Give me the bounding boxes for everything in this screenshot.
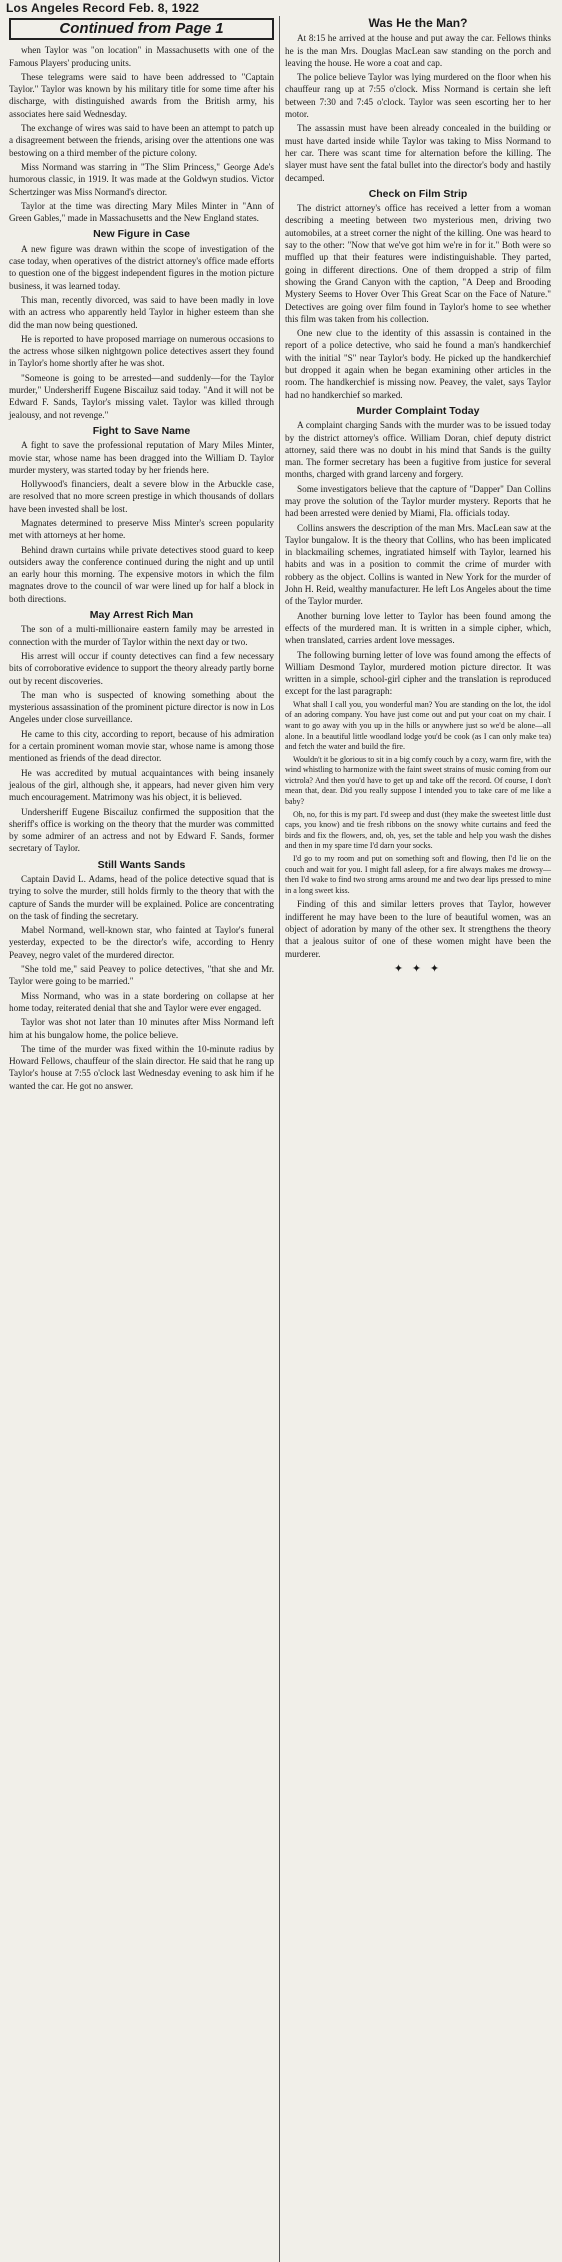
paragraph: The son of a multi-millionaire eastern family may be arrested in connection with the murder of Taylor within the next day or two. bbox=[9, 624, 274, 647]
paragraph: Undersheriff Eugene Biscailuz confirmed the supposition that the sheriff's office is working on the theory that the murder was committed by some admirer of an actress and not by Edward F. Sands, former secretary of Taylor. bbox=[9, 806, 274, 854]
right-column bbox=[280, 16, 556, 2262]
paragraph: Wouldn't it be glorious to sit in a big comfy couch by a cozy, warm fire, with the wind whistling to harmonize with the faint sweet strains of music coming from our victrola? And then you'd have to get up and take off the record. Of course, I don't mean that, dear. Did you really suppose I intended you to take care of me like a baby? bbox=[285, 754, 551, 807]
paragraph: Hollywood's financiers, dealt a severe blow in the Arbuckle case, are resolved that no more screen prestige in which thousands of dollars have been invested shall be lost. bbox=[9, 479, 274, 514]
paragraph: "Someone is going to be arrested—and suddenly—for the Taylor murder," Undersheriff Eugene Biscailuz said today. "And it will not be Edward F. Sands, Taylor's missing valet. Taylor was killed through jealousy, and not revenge." bbox=[9, 372, 274, 420]
paragraph: Behind drawn curtains while private detectives stood guard to keep outsiders away the conference continued during the night and up until an early hour this morning. The expensive motors in which the film magnates drove to the council of war were lined up for half a block in both directions. bbox=[9, 544, 274, 604]
paragraph: He is reported to have proposed marriage on numerous occasions to the actress whose silken nightgown police detectives assert they found in Taylor's home shortly after he was shot. bbox=[9, 333, 274, 369]
right-section-c bbox=[285, 419, 551, 698]
left-column bbox=[4, 16, 280, 2262]
paragraph: What shall I call you, you wonderful man? You are standing on the lot, the idol of an adoring company. You have just come out and put your coat on my chair. I want to go away with you up in the hills or anywhere just so we'd be alone—all alone. In a beautiful little woodland lodge you'd be cook (as I can only make tea) and fetch the water and build the fire. bbox=[285, 699, 551, 752]
paragraph: Some investigators believe that the capture of "Dapper" Dan Collins may prove the solution of the Taylor murder mystery. Reports that he had been arrested were denied by Miami, Fla. officials today. bbox=[285, 483, 551, 519]
paragraph: Oh, no, for this is my part. I'd sweep and dust (they make the sweetest little dust caps, you know) and tie fresh ribbons on the snowy white curtains and feed the birds and fix the flowers, and, oh, yes, set the table and help you wash the dishes and then in my spare time I'd darn your socks. bbox=[285, 809, 551, 851]
left-section-e bbox=[9, 873, 274, 1092]
subhead-fight: Fight to Save Name bbox=[92, 424, 191, 437]
paragraph: when Taylor was "on location" in Massachusetts with one of the Famous Players' producing units. bbox=[9, 45, 274, 68]
paragraph: Mabel Normand, well-known star, who fainted at Taylor's funeral yesterday, expected to be the director's wife, according to Henry Peavey, negro valet of the murdered director. bbox=[9, 925, 274, 960]
subhead-murder-complaint: Murder Complaint Today bbox=[356, 404, 480, 417]
paragraph: At 8:15 he arrived at the house and put away the car. Fellows thinks he is the man Mrs. Douglas MacLean saw standing on the porch and leaving the house. He wore a coat and cap. bbox=[285, 33, 551, 68]
paragraph: "She told me," said Peavey to police detectives, "that she and Mr. Taylor were going to be married." bbox=[9, 964, 274, 987]
paragraph: A new figure was drawn within the scope of investigation of the case today, when operatives of the district attorney's office made efforts to question one of the biggest independent figures in the motion picture business, it was learned today. bbox=[9, 243, 274, 291]
right-section-b bbox=[285, 202, 551, 401]
paragraph: Miss Normand was starring in "The Slim Princess," George Ade's humorous classic, in 1919. It was made at the Goldwyn studios. Victor Schertzinger was Miss Normand's director. bbox=[9, 161, 274, 197]
paragraph: He came to this city, according to report, because of his admiration for a certain prominent woman movie star, whose name is among those mentioned as friends of the dead director. bbox=[9, 728, 274, 764]
subhead-new-figure: New Figure in Case bbox=[93, 228, 190, 241]
left-section-a bbox=[9, 44, 274, 224]
subhead-arrest: May Arrest Rich Man bbox=[89, 609, 194, 622]
paragraph: Taylor at the time was directing Mary Miles Minter in "Ann of Green Gables," made in Massachusetts and the New England states. bbox=[9, 200, 274, 224]
right-section-a bbox=[285, 32, 551, 184]
paragraph: Collins answers the description of the man Mrs. MacLean saw at the Taylor bungalow. It is the theory that Collins, who has been implicated in blackmailing schemes, ingratiated himself with Taylor, learned his habits and was in a position to commit the crime of murder with robbery as the object. Collins is wanted in New York for the murder of John H. Reid, wealthy manufacturer. He left Los Angeles about the time of the Taylor murder. bbox=[285, 522, 551, 607]
paragraph: The assassin must have been already concealed in the building or must have darted inside while Taylor was taking to Miss Normand to her car. There was scant time for alternation before the killing. The slayer must have sent the fatal bullet into the director's body and hastily decamped. bbox=[285, 123, 551, 183]
paragraph: Another burning love letter to Taylor has been found among the effects of the murdered man. It is written in a simple cipher, which, when translated, carries ardent love messages. bbox=[285, 610, 551, 646]
paragraph: This man, recently divorced, was said to have been madly in love with an actress who apparently held Taylor in higher esteem than she did the man now being questioned. bbox=[9, 294, 274, 330]
end-mark: ✦ ✦ ✦ bbox=[393, 962, 443, 975]
paragraph: Taylor was shot not later than 10 minutes after Miss Normand left him at his bungalow home, the police believe. bbox=[9, 1017, 274, 1040]
paragraph: His arrest will occur if county detectives can find a few necessary bits of corroborative evidence to support the theory already partly borne out by recent discoveries. bbox=[9, 650, 274, 686]
article-columns bbox=[4, 16, 558, 2262]
love-letter bbox=[285, 700, 551, 897]
subhead-still-wants-sands: Still Wants Sands bbox=[97, 858, 186, 871]
left-section-d bbox=[9, 623, 274, 854]
paragraph: I'd go to my room and put on something soft and flowing, then I'd lie on the couch and wait for you. I might fall asleep, for a fire always makes me drowsy—then I'd wake to find two strong arms around me and two dear lips pressed to mine in a long sweet kiss. bbox=[285, 854, 551, 895]
paragraph: Miss Normand, who was in a state bordering on collapse at her home today, reiterated denial that she and Taylor were ever engaged. bbox=[9, 990, 274, 1013]
paragraph: The time of the murder was fixed within the 10-minute radius by Howard Fellows, chauffeur of the slain director. He said that he rang up Taylor's house at 7:55 o'clock last Wednesday evening to ask him if he wanted the car. He got no answer. bbox=[9, 1043, 274, 1091]
headline-was-he-the-man: Was He the Man? bbox=[368, 16, 468, 30]
right-section-d bbox=[285, 898, 551, 959]
paragraph: Finding of this and similar letters proves that Taylor, however indifferent he may have been to the lure of beautiful women, was an object of adoration by many of the other sex. It strengthens the theory that a jealous suitor of one of these women might have been the murderer. bbox=[285, 899, 551, 959]
paragraph: The police believe Taylor was lying murdered on the floor when his chauffeur rang up at 7:55 o'clock. Miss Normand is certain she left between 7:30 and 7:45 o'clock. Taylor was seen escorting her to her motor. bbox=[285, 72, 551, 120]
paragraph: Captain David L. Adams, head of the police detective squad that is trying to solve the murder, still holds firmly to the theory that with the capture of Sands the murder will be explained. Police are concentrating on the task of finding the secretary. bbox=[9, 874, 274, 921]
paragraph: He was accredited by mutual acquaintances with being insanely jealous of the girl, although she, it appears, had never given him very much encouragement. Matrimony was his object, it is believed. bbox=[9, 767, 274, 803]
paragraph: A complaint charging Sands with the murder was to be issued today by the district attorney's office. William Doran, chief deputy district attorney, said there was no doubt in his mind that Sands is the guilty man. The former secretary has been a fugitive from justice for several months, charged with grand larceny and forgery. bbox=[285, 420, 551, 480]
paragraph: One new clue to the identity of this assassin is contained in the report of a police detective, who said he found a man's handkerchief with the initial "S" near Taylor's body. He picked up the handkerchief but dropped it again when he began examining other articles in the room. The handkerchief is missing now. Peavey, the valet, says Taylor had no handkerchief so marked. bbox=[285, 328, 551, 400]
paragraph: The following burning letter of love was found among the effects of William Desmond Taylor, murdered motion picture director. It was written in a simple, school-girl cipher and the translation is reproduced except for the last paragraph: bbox=[285, 649, 551, 697]
left-section-c bbox=[9, 439, 274, 605]
paragraph: Magnates determined to preserve Miss Minter's screen popularity met with attorneys at her home. bbox=[9, 517, 274, 541]
continued-label: Continued from Page 1 bbox=[9, 18, 274, 40]
paragraph: The exchange of wires was said to have been an attempt to patch up a disagreement between the friends, arising over the attentions one was bestowing on a third member of the picture colony. bbox=[9, 123, 274, 158]
paragraph: The district attorney's office has received a letter from a woman describing a meeting between two mysterious men, driving two automobiles, at a street corner the night of the killing. One was heard to say to the other: "Now that we've got him we're in for it." Both were so muffled up that their features were indistinguishable. They parted, going in different directions. One of them dropped a strip of film showing the Grand Canyon with the caption, "A Deep and Brooding Mystery Seems to Hover Over This Great Scar on the Face of Nature." Detectives are going over film found in Taylor's home to see whether this film was taken from his collection. bbox=[285, 203, 551, 324]
paragraph: The man who is suspected of knowing something about the mysterious assassination of the prominent picture director is now in Los Angeles under close surveillance. bbox=[9, 689, 274, 725]
left-section-b bbox=[9, 243, 274, 421]
subhead-film-strip: Check on Film Strip bbox=[368, 187, 468, 200]
paragraph: A fight to save the professional reputation of Mary Miles Minter, movie star, whose name has been dragged into the William D. Taylor murder mystery, was started today by her friends here. bbox=[9, 440, 274, 475]
masthead: Los Angeles Record Feb. 8, 1922 bbox=[6, 1, 200, 15]
paragraph: These telegrams were said to have been addressed to "Captain Taylor." Taylor was known by his military title for some time after his discharge, with distinguished awards from the British army, his associates here said Wednesday. bbox=[9, 71, 274, 119]
